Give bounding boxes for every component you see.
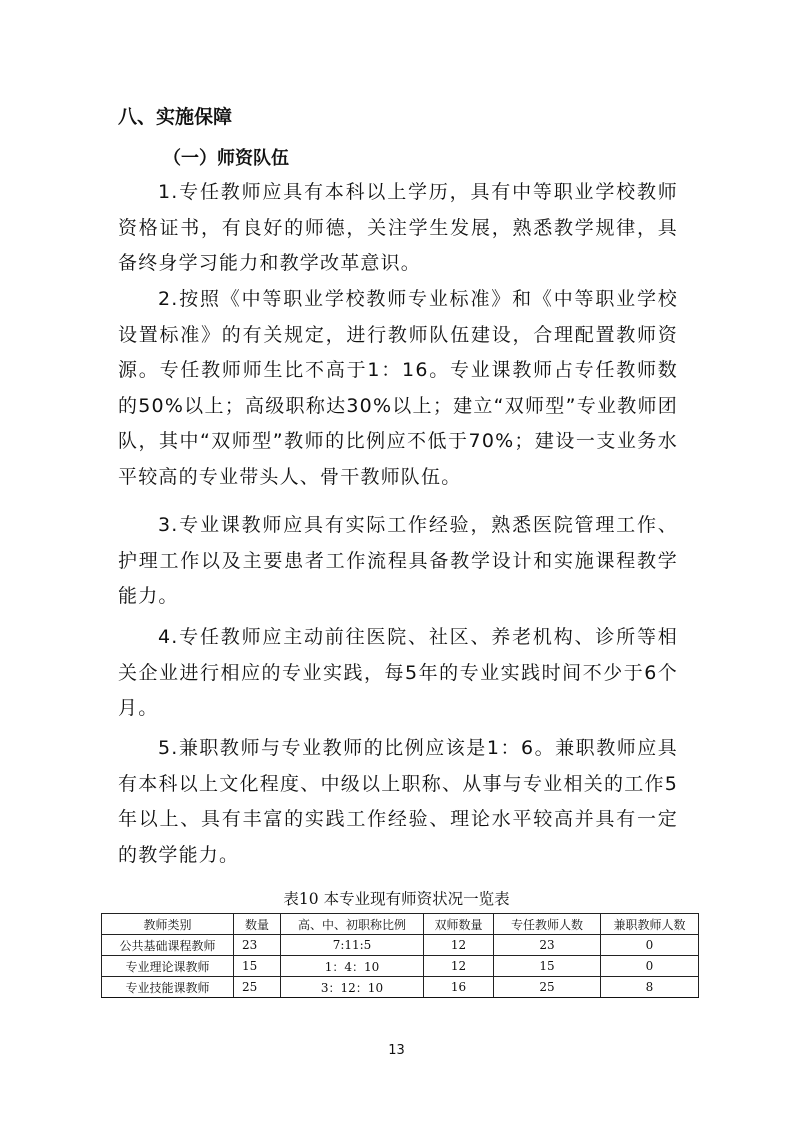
- paragraph-3: 3.专业课教师应具有实际工作经验，熟悉医院管理工作、护理工作以及主要患者工作流程具备教学设计和实施课程教学能力。: [118, 514, 678, 607]
- table-cell: 0: [601, 956, 699, 977]
- header-cell: 教师类别: [102, 914, 234, 935]
- table-cell: 8: [601, 977, 699, 998]
- header-cell: 数量: [234, 914, 281, 935]
- table-cell: 15: [494, 956, 601, 977]
- table-cell: 1：4：10: [281, 956, 424, 977]
- table-cell: 专业理论课教师: [102, 956, 234, 977]
- paragraph-1: 1.专任教师应具有本科以上学历，具有中等职业学校教师资格证书，有良好的师德，关注学生发展，熟悉教学规律，具备终身学习能力和教学改革意识。: [118, 181, 678, 274]
- table-cell: 25: [234, 977, 281, 998]
- table-caption: 表10 本专业现有师资状况一览表: [283, 890, 510, 908]
- subsection-heading: （一）师资队伍: [163, 148, 289, 169]
- table-cell: 12: [424, 956, 494, 977]
- header-cell: 专任教师人数: [494, 914, 601, 935]
- table-cell: 23: [494, 935, 601, 956]
- table-cell: 16: [424, 977, 494, 998]
- staff-table: [101, 913, 699, 998]
- table-row: [102, 935, 699, 956]
- table-cell: 12: [424, 935, 494, 956]
- table-row: [102, 956, 699, 977]
- paragraph-5: 5.兼职教师与专业教师的比例应该是1：6。兼职教师应具有本科以上文化程度、中级以上职称、从事与专业相关的工作5年以上、具有丰富的实践工作经验、理论水平较高并具有一定的教学能力。: [118, 737, 678, 866]
- table-cell: 公共基础课程教师: [102, 935, 234, 956]
- header-cell: 双师数量: [424, 914, 494, 935]
- header-cell: 兼职教师人数: [601, 914, 699, 935]
- table-row: [102, 977, 699, 998]
- paragraph-2: 2.按照《中等职业学校教师专业标准》和《中等职业学校设置标准》的有关规定，进行教师队伍建设，合理配置教师资源。专任教师师生比不高于1：16。专业课教师占专任教师数的50%以上；高级职称达30%以上；建立“双师型”专业教师团队，其中“双师型”教师的比例应不低于70%；建设一支业务水平较高的专业带头人、骨干教师队伍。: [118, 288, 678, 488]
- table-cell: 7:11:5: [281, 935, 424, 956]
- table-cell: 3：12：10: [281, 977, 424, 998]
- page-number: 13: [388, 1043, 405, 1058]
- paragraph-4: 4.专任教师应主动前往医院、社区、养老机构、诊所等相关企业进行相应的专业实践，每5年的专业实践时间不少于6个月。: [118, 626, 678, 719]
- table-cell: 15: [234, 956, 281, 977]
- header-cell: 高、中、初职称比例: [281, 914, 424, 935]
- table-cell: 0: [601, 935, 699, 956]
- table-header-row: [102, 914, 699, 935]
- table-cell: 23: [234, 935, 281, 956]
- section-heading: 八、实施保障: [118, 106, 233, 128]
- table-cell: 25: [494, 977, 601, 998]
- table-cell: 专业技能课教师: [102, 977, 234, 998]
